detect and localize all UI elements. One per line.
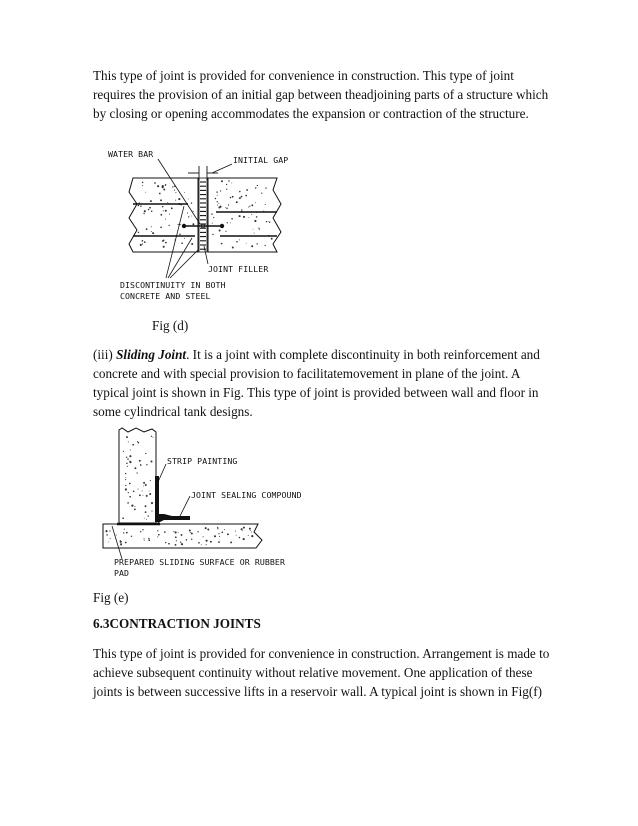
wall <box>119 428 156 523</box>
section-heading: 6.3CONTRACTION JOINTS <box>93 616 261 631</box>
intro-paragraph: This type of joint is provided for convenience in construction. This type of joint requires the provision of an initial gap between theadjoining parts of a structure which by closing or opening accommodates the expansion or contraction of the structure. <box>93 68 549 121</box>
label-initial-gap: INITIAL GAP <box>233 155 289 165</box>
label-water-bar: WATER BAR <box>108 149 154 159</box>
sliding-joint-term: Sliding Joint <box>116 347 187 362</box>
para-prefix: (iii) <box>93 347 117 362</box>
label-joint-filler: JOINT FILLER <box>208 264 269 274</box>
label-joint-sealing: JOINT SEALING COMPOUND <box>191 490 302 500</box>
figure-d-caption: Fig (d) <box>152 318 189 333</box>
label-strip-painting: STRIP PAINTING <box>167 456 238 466</box>
joint-sealing-compound <box>156 514 190 523</box>
sliding-joint-paragraph <box>93 345 553 421</box>
figure-d-expansion-joint <box>100 146 300 306</box>
contraction-paragraph: This type of joint is provided for convenience in construction. Arrangement is made to achieve subsequent continuity without relative movement. One application of these joints is between successive lifts in a reservoir wall. A typical joint is shown in Fig(f) <box>93 646 550 699</box>
right-slab <box>208 178 281 252</box>
label-prepared-surface-2: PAD <box>114 568 130 578</box>
label-prepared-surface-1: PREPARED SLIDING SURFACE OR RUBBER <box>114 557 285 567</box>
label-discontinuity-1: DISCONTINUITY IN BOTH <box>120 280 226 290</box>
figure-e-sliding-joint <box>100 424 310 584</box>
figure-e-caption: Fig (e) <box>93 590 129 605</box>
para-rest: . It is a joint with complete discontinuity in both reinforcement and concrete and with special provision to facilitatemovement in plane of the joint. A typical joint is shown in Fig. This type of joint is provided between wall and floor in some cylindrical tank designs. <box>93 347 540 419</box>
label-discontinuity-2: CONCRETE AND STEEL <box>120 291 211 301</box>
